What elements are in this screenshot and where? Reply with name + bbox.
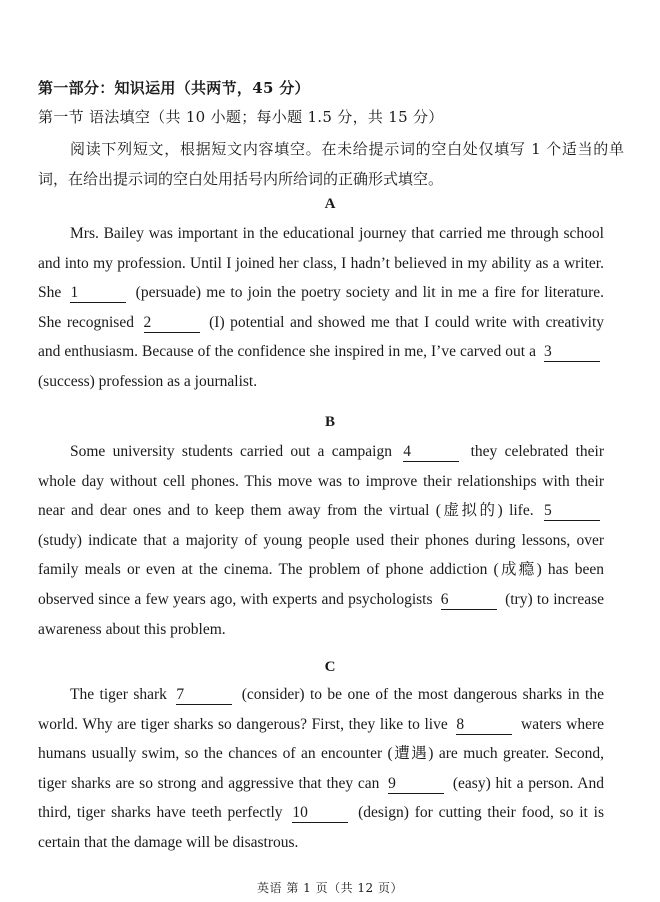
answer-blank-9[interactable]: 9 bbox=[388, 775, 444, 794]
answer-blank-3[interactable]: 3 bbox=[544, 343, 600, 362]
passage-b: Some university students carried out a campaign 4 they celebrated their whole day without cell phones. This move was to improve their relationships with their near and dear ones and to keep them away from the virtual (虚拟的) life. 5 (study) indicate that a majority of young people used their phones during lessons, over family meals or even at the cinema. The problem of phone addiction (成瘾) has been observed since a few years ago, with experts and psychologists 6 (try) to increase awareness about this problem. bbox=[38, 443, 605, 638]
answer-blank-7[interactable]: 7 bbox=[176, 686, 232, 705]
answer-blank-4[interactable]: 4 bbox=[403, 443, 459, 462]
instructions: 阅读下列短文，根据短文内容填空。在未给提示词的空白处仅填写 1 个适当的单词，在给出提示词的空白处用括号内所给词的正确形式填空。 bbox=[38, 140, 624, 188]
answer-blank-5[interactable]: 5 bbox=[544, 502, 600, 521]
passage-c-title: C bbox=[324, 659, 336, 675]
page-footer: 英语 第 1 页（共 12 页） bbox=[257, 881, 403, 895]
answer-blank-6[interactable]: 6 bbox=[441, 591, 497, 610]
passage-c: The tiger shark 7 (consider) to be one of the most dangerous sharks in the world. Why are tiger sharks so dangerous? First, they like to live 8 waters where humans usually swim, so the chances of an encounter (遭遇) are much greater. Second, tiger sharks are so strong and aggressive that they can 9 (easy) hit a person. And third, tiger sharks have teeth perfectly 10 (design) for cutting their food, so it is certain that the damage will be disastrous. bbox=[38, 686, 604, 851]
section-heading: 第一节 语法填空（共 10 小题；每小题 1.5 分，共 15 分） bbox=[38, 108, 444, 126]
passage-b-title: B bbox=[324, 414, 335, 430]
part-heading: 第一部分：知识运用（共两节，45 分） bbox=[38, 79, 310, 97]
passage-a-title: A bbox=[324, 196, 336, 212]
answer-blank-8[interactable]: 8 bbox=[456, 716, 512, 735]
answer-blank-1[interactable]: 1 bbox=[70, 284, 126, 303]
passage-a: Mrs. Bailey was important in the educational journey that carried me through school and into my profession. Until I joined her class, I hadn’t believed in my ability as a writer. She 1 (persuade) me to join the poetry society and lit in me a fire for literature. She recognised 2 (I) potential and showed me that I could write with creativity and enthusiasm. Because of the confidence she inspired in me, I’ve carved out a 3 (success) profession as a journalist. bbox=[38, 225, 605, 390]
answer-blank-10[interactable]: 10 bbox=[292, 804, 348, 823]
answer-blank-2[interactable]: 2 bbox=[144, 314, 200, 333]
